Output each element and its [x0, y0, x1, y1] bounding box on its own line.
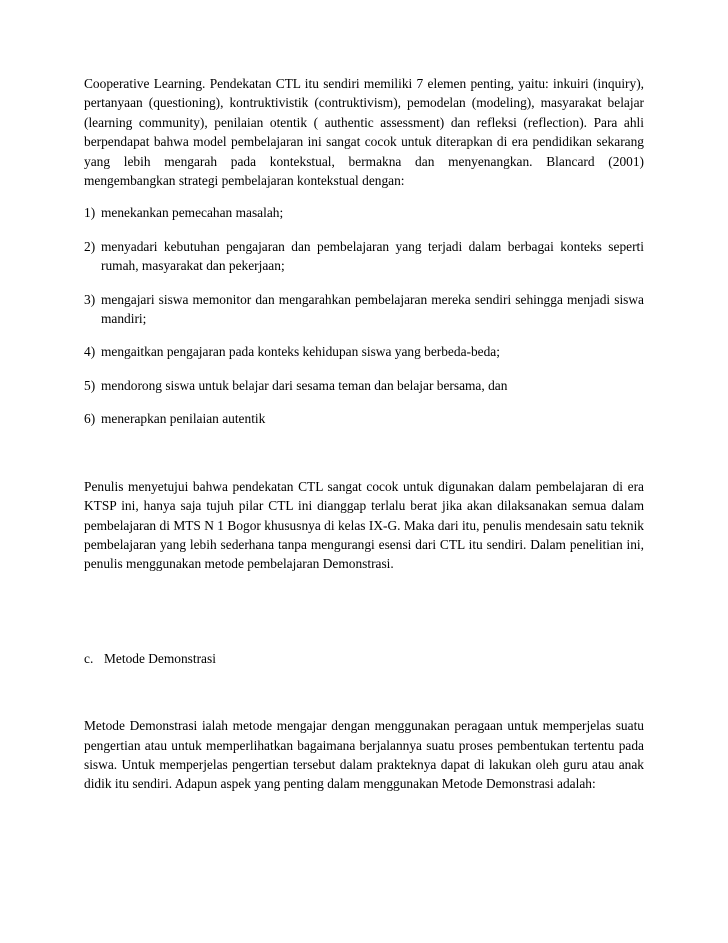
strategy-number: 4)	[84, 344, 96, 360]
strategy-number: 3)	[84, 291, 96, 307]
strategy-number: 2)	[84, 238, 96, 254]
spacer	[84, 395, 644, 409]
section-title: Metode Demonstrasi	[104, 650, 216, 666]
section-letter: c.	[84, 650, 94, 666]
spacer	[84, 362, 644, 376]
spacer	[84, 574, 644, 649]
author-paragraph: Penulis menyetujui bahwa pendekatan CTL sangat cocok untuk digunakan dalam pembelajaran di era KTSP ini, hanya saja tujuh pilar CTL ini dianggap terlalu berat jika akan dilaksanakan semua dalam pembelajaran di MTS N 1 Bogor khususnya di kelas IX-G. Maka dari itu, penulis mendesain satu teknik pembelajaran yang lebih sederhana tanpa mengurangi esensi dari CTL itu sendiri. Dalam penelitian ini, penulis menggunakan metode pembelajaran Demonstrasi.	[84, 478, 644, 572]
strategy-number: 1)	[84, 205, 96, 221]
document-page	[84, 74, 644, 794]
strategy-text: mendorong siswa untuk belajar dari sesama teman dan belajar bersama, dan	[101, 377, 508, 393]
strategy-item-5	[84, 376, 644, 395]
strategy-item-6	[84, 409, 644, 428]
spacer	[84, 276, 644, 290]
spacer	[84, 668, 644, 716]
strategy-item-2	[84, 237, 644, 276]
strategy-item-4	[84, 342, 644, 361]
strategy-item-3	[84, 290, 644, 329]
strategy-text: menekankan pemecahan masalah;	[101, 205, 284, 221]
spacer	[84, 190, 644, 203]
section-heading	[84, 649, 644, 668]
spacer	[84, 429, 644, 477]
spacer	[84, 223, 644, 237]
strategy-text: mengaitkan pengajaran pada konteks kehidupan siswa yang berbeda-beda;	[101, 344, 500, 360]
strategy-text: menerapkan penilaian autentik	[101, 411, 266, 427]
strategy-item-1	[84, 203, 644, 222]
demonstration-paragraph: Metode Demonstrasi ialah metode mengajar dengan menggunakan peragaan untuk memperjelas suatu pengertian atau untuk memperlihatkan bagaimana berjalannya suatu proses pembentukan tertentu pada siswa. Untuk memperjelas pengertian tersebut dalam prakteknya dapat di lakukan oleh guru atau anak didik itu sendiri. Adapun aspek yang penting dalam menggunakan Metode Demonstrasi adalah:	[84, 718, 644, 792]
strategy-number: 5)	[84, 377, 96, 393]
spacer	[84, 328, 644, 342]
strategy-text: mengajari siswa memonitor dan mengarahkan pembelajaran mereka sendiri sehingga menjadi siswa mandiri;	[101, 291, 644, 327]
strategy-number: 6)	[84, 411, 96, 427]
strategy-text: menyadari kebutuhan pengajaran dan pembelajaran yang terjadi dalam berbagai konteks seperti rumah, masyarakat dan pekerjaan;	[101, 238, 644, 274]
intro-paragraph: Cooperative Learning. Pendekatan CTL itu sendiri memiliki 7 elemen penting, yaitu: inkuiri (inquiry), pertanyaan (questioning), kontruktivistik (contruktivism), pemodelan (modeling), masyarakat belajar (learning community), penilaian otentik ( authentic assessment) dan refleksi (reflection). Para ahli berpendapat bahwa model pembelajaran ini sangat cocok untuk diterapkan di era pendidikan sekarang yang lebih mengarah pada kontekstual, bermakna dan menyenangkan. Blancard (2001) mengembangkan strategi pembelajaran kontekstual dengan:	[84, 76, 644, 189]
